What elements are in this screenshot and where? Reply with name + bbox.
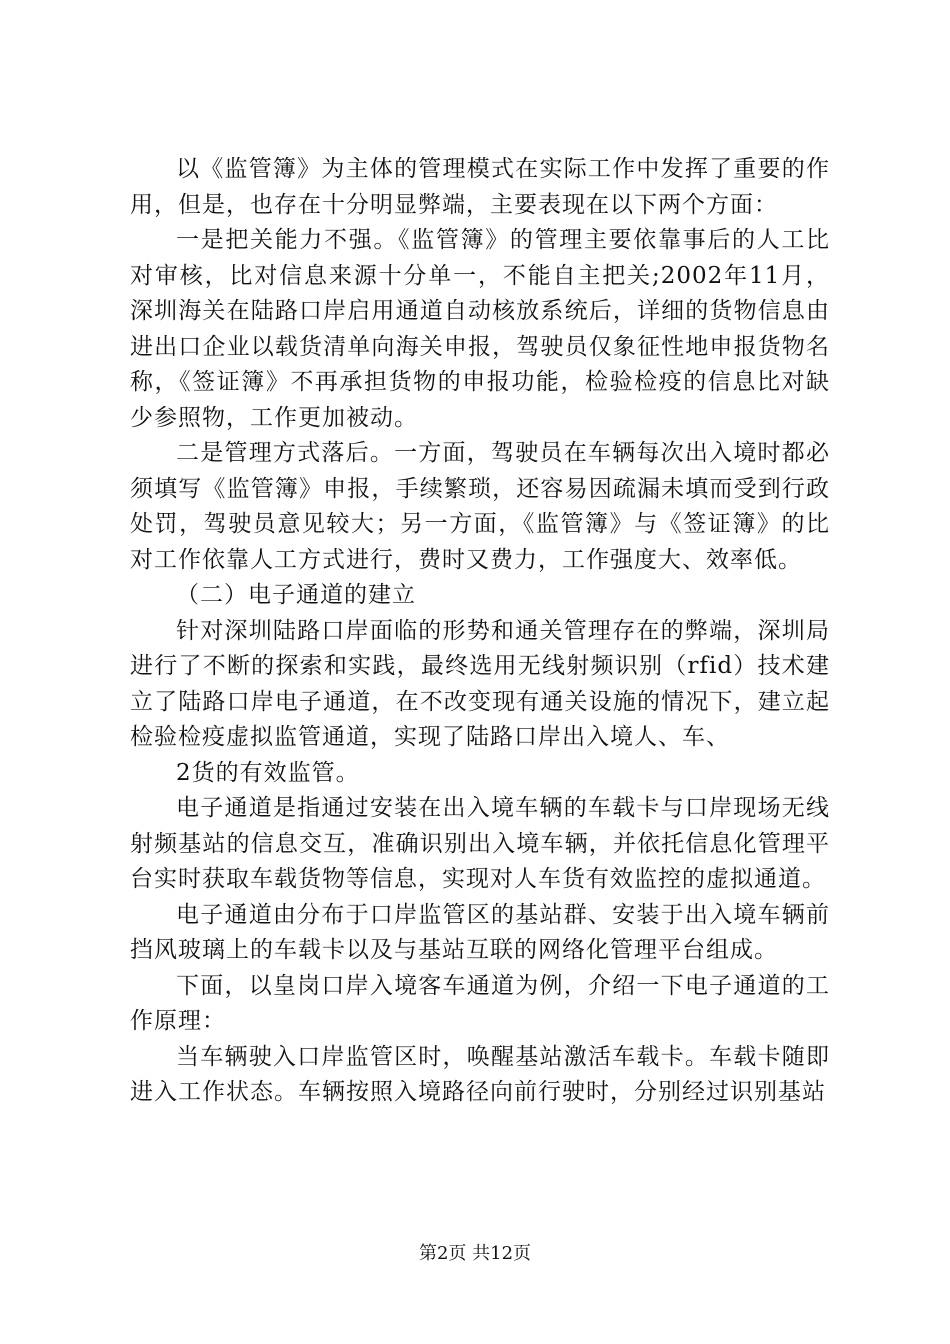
- paragraph: 2货的有效监管。: [176, 759, 360, 786]
- paragraph: 针对深圳陆路口岸面临的形势和通关管理存在的弊端，深圳局进行了不断的探索和实践，最终选用无线射频识别（rfid）技术建立了陆路口岸电子通道，在不改变现有通关设施的情况下，建立起检验检疫虚拟监管通道，实现了陆路口岸出入境人、车、: [130, 617, 830, 750]
- paragraph: 一是把关能力不强。《监管簿》的管理主要依靠事后的人工比对审核，比对信息来源十分单一，不能自主把关;2002年11月，深圳海关在陆路口岸启用通道自动核放系统后，详细的货物信息由进出口企业以载货清单向海关申报，驾驶员仅象征性地申报货物名称，《签证簿》不再承担货物的申报功能，检验检疫的信息比对缺少参照物，工作更加被动。: [130, 227, 830, 431]
- paragraph: 下面，以皇岗口岸入境客车通道为例，介绍一下电子通道的工作原理：: [130, 972, 830, 1034]
- document-body: [130, 152, 830, 1111]
- paragraph: 当车辆驶入口岸监管区时，唤醒基站激活车载卡。车载卡随即进入工作状态。车辆按照入境路径向前行驶时，分别经过识别基站: [130, 1043, 830, 1105]
- paragraph: 以《监管簿》为主体的管理模式在实际工作中发挥了重要的作用，但是，也存在十分明显弊端，主要表现在以下两个方面：: [130, 156, 830, 218]
- paragraph: 电子通道是指通过安装在出入境车辆的车载卡与口岸现场无线射频基站的信息交互，准确识别出入境车辆，并依托信息化管理平台实时获取车载货物等信息，实现对人车货有效监控的虚拟通道。: [130, 795, 830, 892]
- paragraph: 电子通道由分布于口岸监管区的基站群、安装于出入境车辆前挡风玻璃上的车载卡以及与基站互联的网络化管理平台组成。: [130, 901, 830, 963]
- paragraph: 二是管理方式落后。一方面，驾驶员在车辆每次出入境时都必须填写《监管簿》申报，手续繁琐，还容易因疏漏未填而受到行政处罚，驾驶员意见较大；另一方面，《监管簿》与《签证簿》的比对工作依靠人工方式进行，费时又费力，工作强度大、效率低。: [130, 440, 830, 573]
- section-heading: （二）电子通道的建立: [176, 582, 416, 608]
- page-footer: 第2页 共12页: [418, 1243, 532, 1264]
